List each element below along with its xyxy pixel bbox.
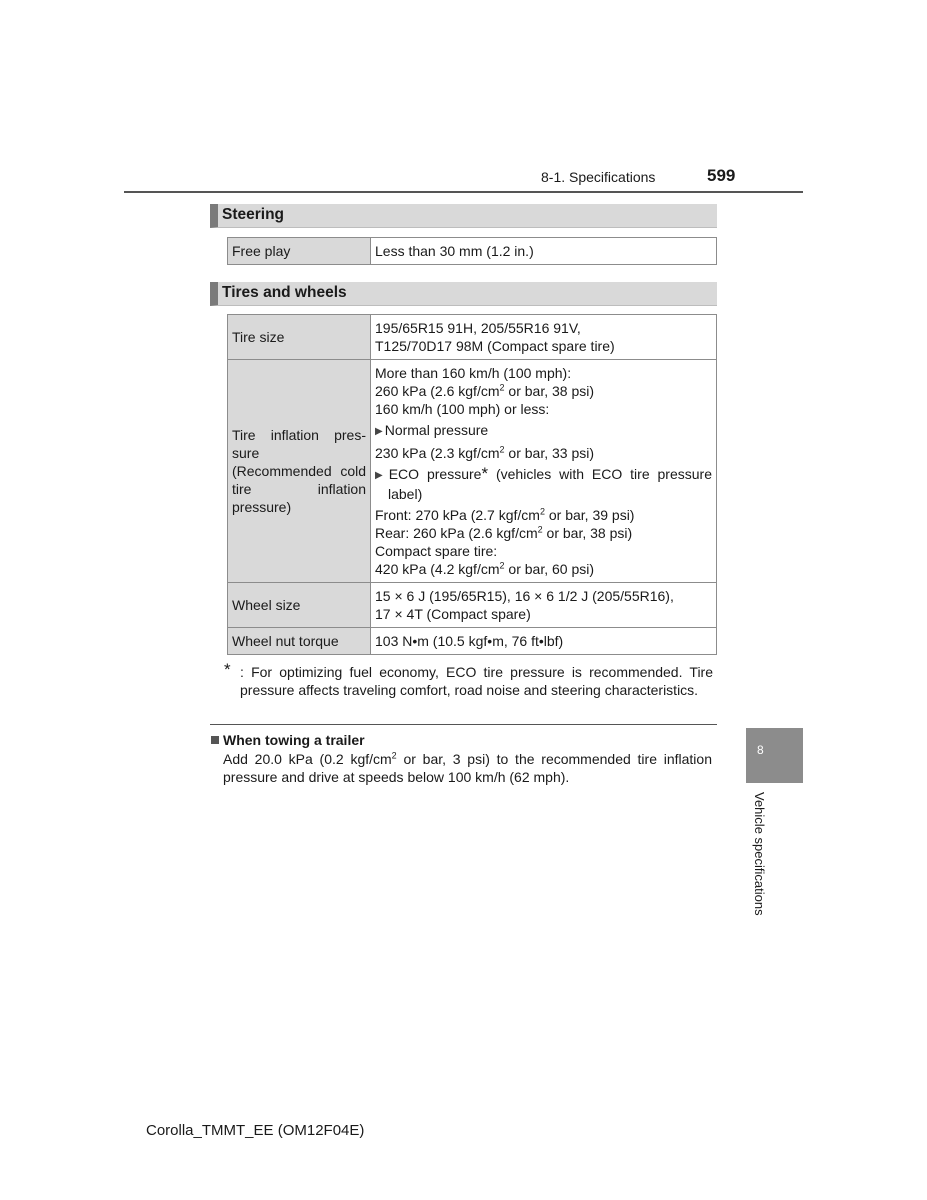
table-row — [228, 583, 717, 628]
front-pressure — [375, 506, 712, 524]
note-text: Add 20.0 kPa (0.2 kgf/cm — [223, 751, 392, 767]
footnote-star: * — [481, 464, 489, 483]
wheel-nut-value: 103 N•m (10.5 kgf•m, 76 ft•lbf) — [371, 628, 717, 655]
superscript: 2 — [391, 750, 397, 761]
tire-size-line: 195/65R15 91H, 205/55R16 91V, — [375, 320, 581, 336]
tire-size-label: Tire size — [228, 315, 371, 360]
footnote — [224, 660, 713, 699]
chapter-number: 8 — [757, 743, 764, 757]
high-speed-title: More than 160 km/h (100 mph): — [375, 365, 572, 381]
normal-pressure-value — [375, 444, 712, 462]
inflation-label-line: sure — [232, 445, 260, 461]
note-body — [223, 750, 712, 786]
rear-pressure — [375, 524, 712, 542]
wheel-size-label: Wheel size — [228, 583, 371, 628]
normal-pressure-label: Normal pressure — [384, 422, 489, 438]
free-play-value: Less than 30 mm (1.2 in.) — [371, 238, 717, 265]
eco-pressure-item — [375, 465, 712, 503]
steering-heading — [210, 204, 717, 228]
tire-size-value — [371, 315, 717, 360]
low-speed-title: 160 km/h (100 mph) or less: — [375, 401, 550, 417]
tires-heading — [210, 282, 717, 306]
pressure-text: 420 kPa (4.2 kgf/cm — [375, 561, 500, 577]
page-number: 599 — [707, 166, 736, 185]
document-code: Corolla_TMMT_EE (OM12F04E) — [146, 1122, 365, 1139]
eco-pressure-note: (vehicles with ECO tire pressure label) — [388, 466, 712, 502]
superscript: 2 — [499, 444, 505, 455]
pressure-text: Rear: 260 kPa (2.6 kgf/cm — [375, 525, 538, 541]
pressure-text: Front: 270 kPa (2.7 kgf/cm — [375, 507, 540, 523]
table-row — [228, 628, 717, 655]
tires-table — [227, 314, 717, 655]
pressure-text: or bar, 60 psi) — [504, 561, 595, 577]
pressure-text: or bar, 38 psi) — [542, 525, 633, 541]
triangle-right-icon: ▶ — [375, 426, 383, 437]
footnote-text: : For optimizing fuel economy, ECO tire pressure is recommended. Tire pressure affects traveling comfort, road noise and steering characteristics. — [240, 664, 713, 698]
superscript: 2 — [537, 524, 543, 535]
note-text: or bar, 3 psi) to the recommended tire inflation pressure and drive at speeds below 100 km/h (62 mph). — [223, 751, 712, 785]
note-title: When towing a trailer — [223, 732, 365, 748]
superscript: 2 — [499, 560, 505, 571]
steering-heading-text: Steering — [222, 206, 285, 223]
inflation-value — [371, 360, 717, 583]
table-row — [228, 315, 717, 360]
footnote-star: * — [224, 660, 231, 679]
triangle-right-icon: ▶ — [375, 470, 387, 481]
table-row — [228, 360, 717, 583]
free-play-label: Free play — [228, 238, 371, 265]
inflation-label-line: (Recommended cold tire inflation pressure) — [232, 463, 366, 515]
header-divider — [124, 191, 803, 193]
chapter-title: Vehicle specifications — [752, 792, 767, 916]
spare-pressure — [375, 560, 712, 578]
section-title: 8-1. Specifications — [541, 169, 656, 185]
normal-pressure-item — [375, 421, 712, 441]
inflation-label — [228, 360, 371, 583]
spare-title: Compact spare tire: — [375, 543, 498, 559]
steering-table — [227, 237, 717, 265]
pressure-text: or bar, 38 psi) — [504, 383, 595, 399]
square-icon — [211, 736, 219, 744]
chapter-tab — [746, 728, 803, 783]
wheel-nut-label: Wheel nut torque — [228, 628, 371, 655]
pressure-text: 230 kPa (2.3 kgf/cm — [375, 445, 500, 461]
tires-heading-text: Tires and wheels — [222, 284, 347, 301]
note-heading — [211, 732, 365, 748]
high-speed-pressure — [375, 382, 712, 400]
table-row — [228, 238, 717, 265]
note-divider — [210, 724, 717, 725]
wheel-size-line: 17 × 4T (Compact spare) — [375, 606, 531, 622]
inflation-label-line: Tire inflation pres- — [232, 427, 366, 443]
superscript: 2 — [539, 506, 545, 517]
wheel-size-value — [371, 583, 717, 628]
pressure-text: or bar, 33 psi) — [504, 445, 595, 461]
pressure-text: 260 kPa (2.6 kgf/cm — [375, 383, 500, 399]
eco-pressure-label: ECO pressure — [388, 466, 482, 482]
tire-size-line: T125/70D17 98M (Compact spare tire) — [375, 338, 615, 354]
pressure-text: or bar, 39 psi) — [544, 507, 635, 523]
superscript: 2 — [499, 382, 505, 393]
wheel-size-line: 15 × 6 J (195/65R15), 16 × 6 1/2 J (205/55R16), — [375, 588, 674, 604]
